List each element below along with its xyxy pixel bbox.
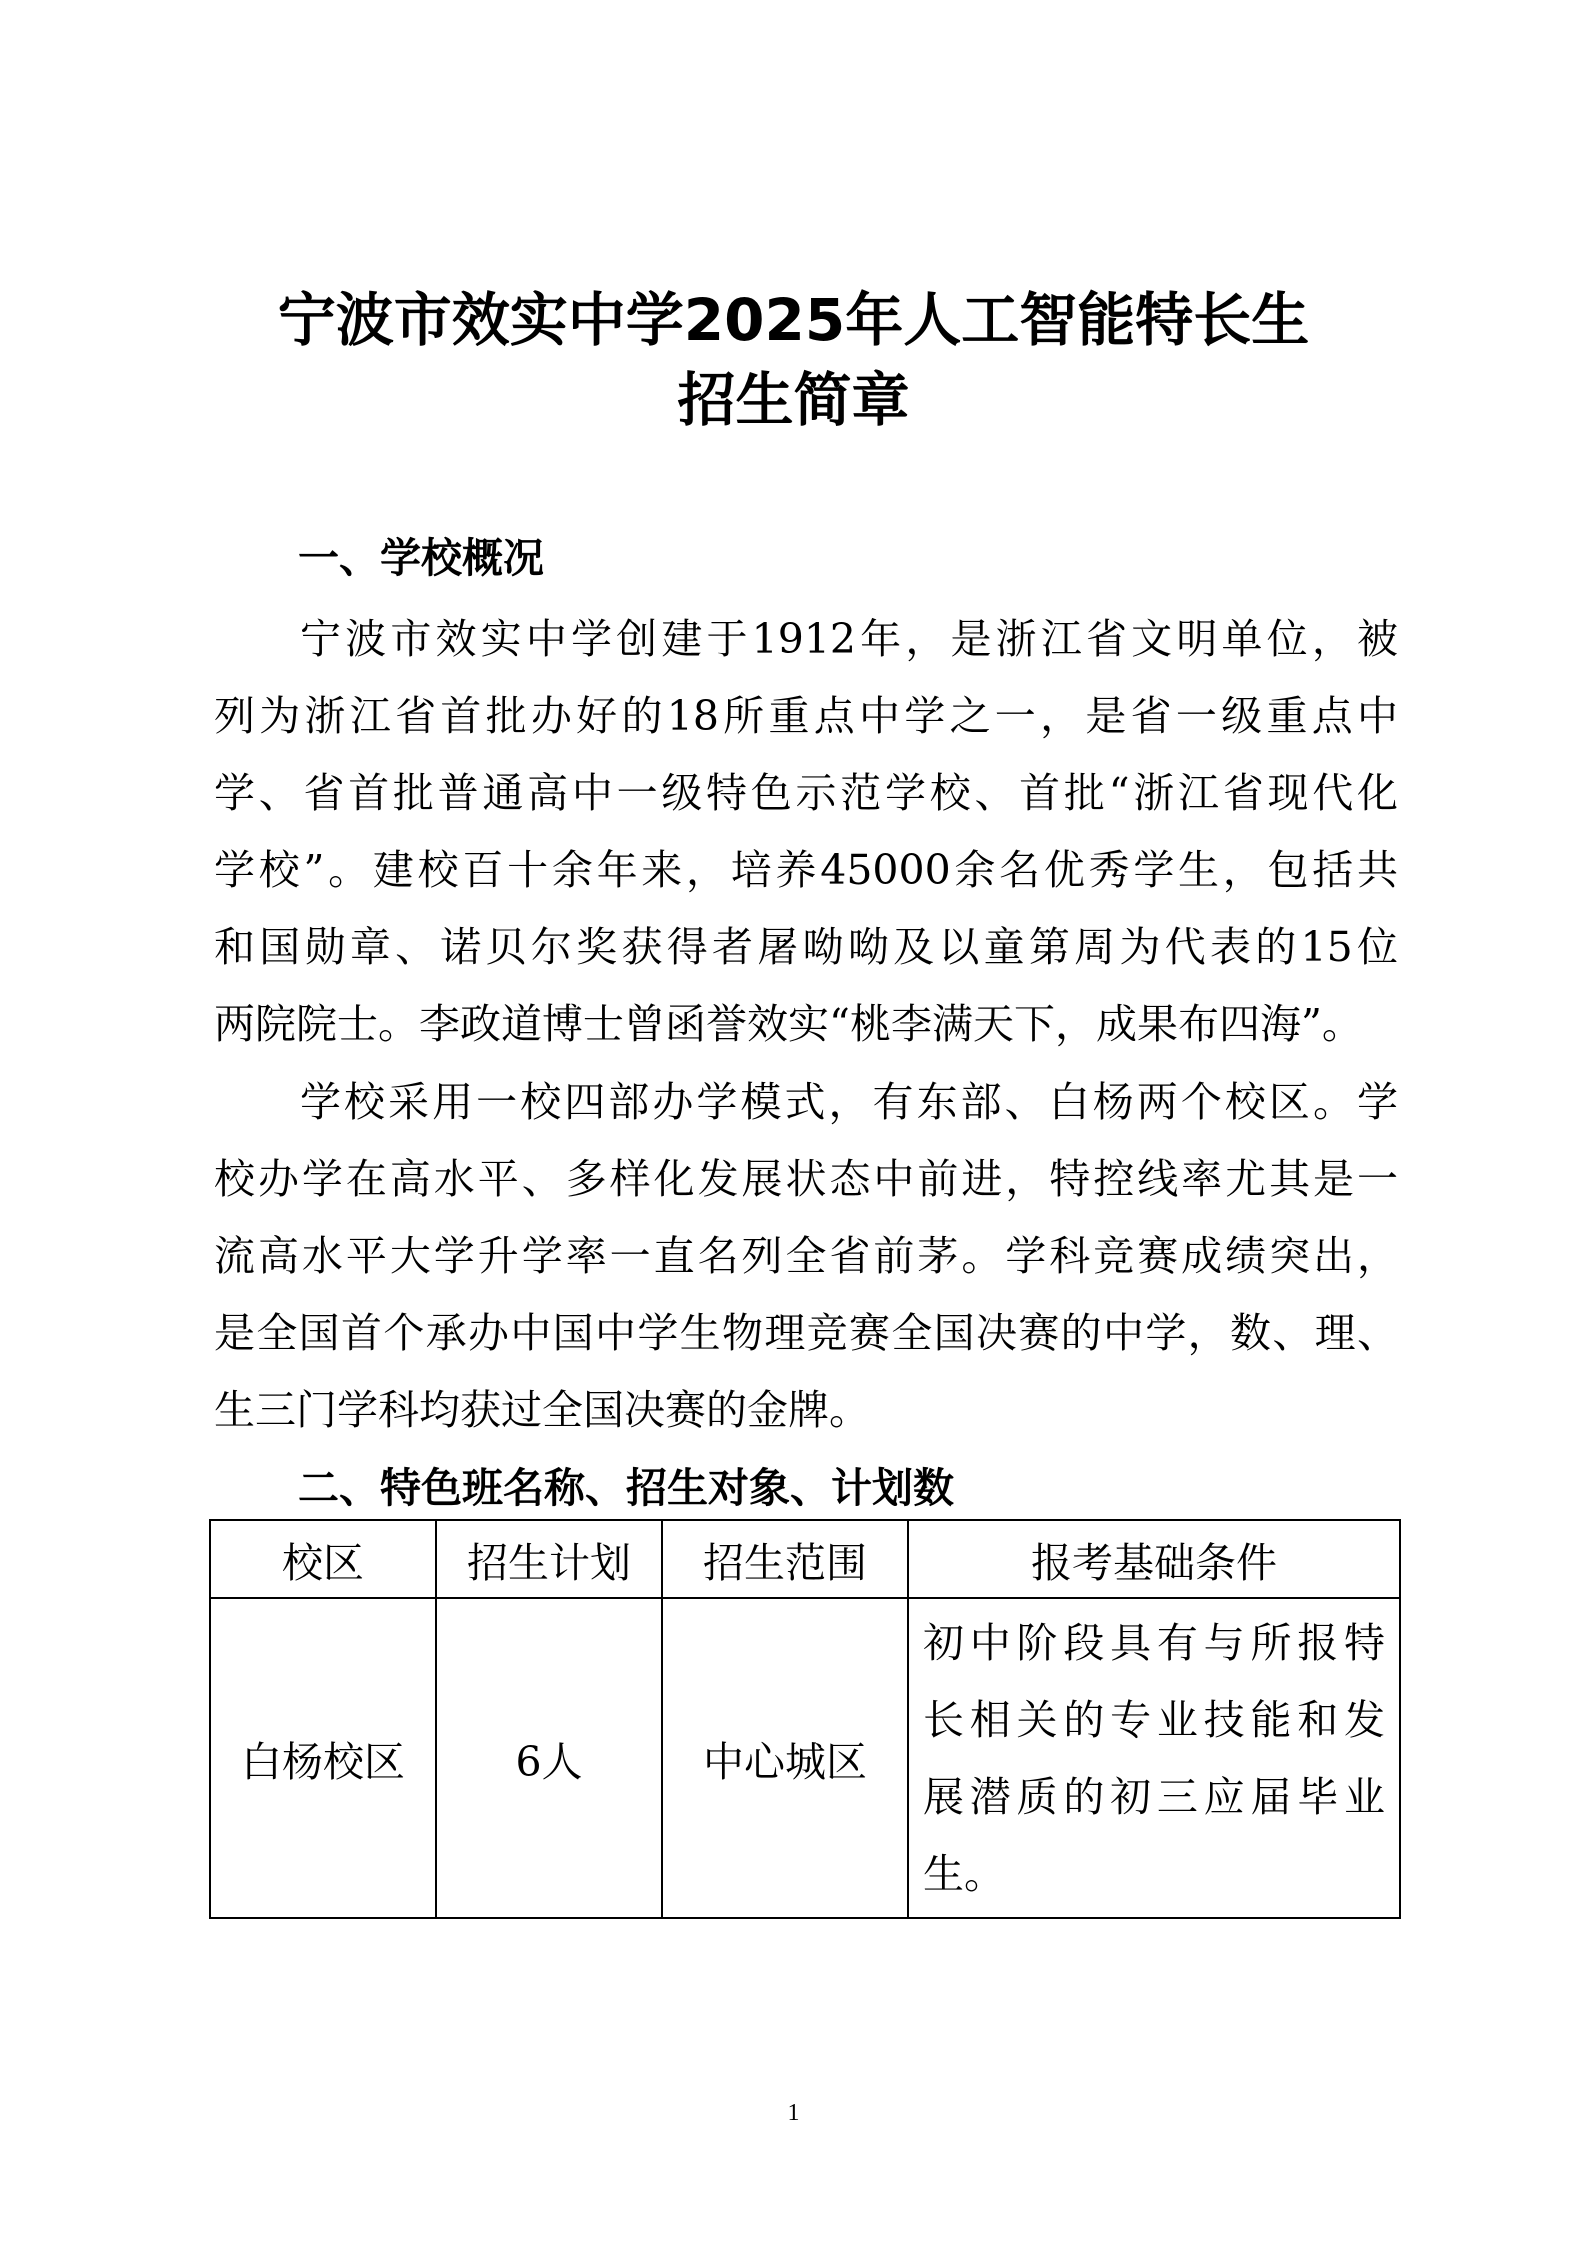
table-header-row bbox=[210, 1520, 1400, 1598]
document-title-line-1: 宁波市效实中学2025年人工智能特长生 bbox=[277, 286, 1310, 354]
table-cell-campus: 白杨校区 bbox=[210, 1598, 436, 1918]
condition-line: 初中阶段具有与所报特 bbox=[923, 1619, 1385, 1667]
paragraph-line: 宁波市效实中学创建于1912年，是浙江省文明单位，被 bbox=[300, 615, 1398, 663]
paragraph-school-operations bbox=[214, 1064, 1398, 1449]
paragraph-line: 学、省首批普通高中一级特色示范学校、首批“浙江省现代化 bbox=[214, 769, 1398, 817]
condition-line: 展潜质的初三应届毕业 bbox=[923, 1773, 1385, 1821]
paragraph-line: 校办学在高水平、多样化发展状态中前进，特控线率尤其是一 bbox=[214, 1155, 1398, 1203]
paragraph-school-history bbox=[214, 601, 1398, 1063]
table-cell-condition bbox=[908, 1598, 1400, 1918]
section-heading-enrollment-plan: 二、特色班名称、招生对象、计划数 bbox=[298, 1464, 954, 1512]
table-header-plan: 招生计划 bbox=[436, 1520, 662, 1598]
page-number: 1 bbox=[787, 2100, 800, 2126]
paragraph-line: 生三门学科均获过全国决赛的金牌。 bbox=[214, 1386, 870, 1434]
paragraph-line: 列为浙江省首批办好的18所重点中学之一，是省一级重点中 bbox=[214, 692, 1398, 740]
section-heading-school-overview: 一、学校概况 bbox=[298, 534, 544, 582]
enrollment-plan-table bbox=[209, 1519, 1401, 1919]
paragraph-line: 是全国首个承办中国中学生物理竞赛全国决赛的中学，数、理、 bbox=[214, 1309, 1398, 1357]
table-header-condition: 报考基础条件 bbox=[908, 1520, 1400, 1598]
table-cell-plan: 6人 bbox=[436, 1598, 662, 1918]
paragraph-line: 学校”。建校百十余年来，培养45000余名优秀学生，包括共 bbox=[214, 846, 1398, 894]
document-title-line-2: 招生简章 bbox=[677, 366, 910, 434]
paragraph-line: 学校采用一校四部办学模式，有东部、白杨两个校区。学 bbox=[300, 1078, 1398, 1126]
condition-line: 生。 bbox=[923, 1850, 1005, 1898]
table-cell-scope: 中心城区 bbox=[662, 1598, 908, 1918]
condition-line: 长相关的专业技能和发 bbox=[923, 1696, 1385, 1744]
paragraph-line: 两院院士。李政道博士曾函誉效实“桃李满天下，成果布四海”。 bbox=[214, 1000, 1363, 1048]
paragraph-line: 和国勋章、诺贝尔奖获得者屠呦呦及以童第周为代表的15位 bbox=[214, 923, 1398, 971]
table-header-scope: 招生范围 bbox=[662, 1520, 908, 1598]
table-header-campus: 校区 bbox=[210, 1520, 436, 1598]
paragraph-line: 流高水平大学升学率一直名列全省前茅。学科竞赛成绩突出， bbox=[214, 1232, 1398, 1280]
table-row bbox=[210, 1598, 1400, 1918]
